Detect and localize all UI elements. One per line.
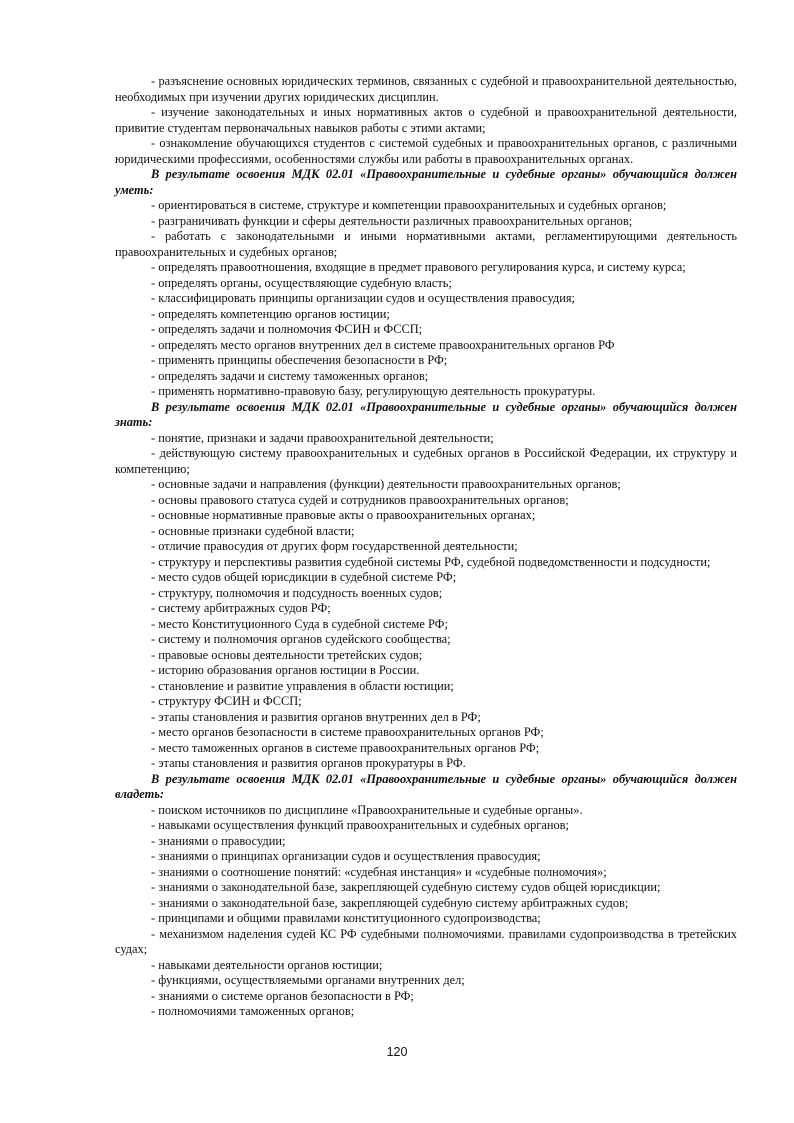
list-item: - работать с законодательными и иными нормативными актами, регламентирующими деятельность правоохранительных и судебных органов;	[115, 229, 737, 259]
list-item: - знаниями о принципах организации судов и осуществления правосудия;	[151, 849, 541, 863]
list-item: - структуру, полномочия и подсудность военных судов;	[151, 585, 443, 600]
intro-paragraph: - ознакомление обучающихся студентов с системой судебных и правоохранительных органов, с различными юридическими профессиями, особенностями службы или работы в правоохранительных органах.	[115, 136, 737, 166]
list-item: - ориентироваться в системе, структуре и компетенции правоохранительных и судебных органов;	[151, 198, 667, 212]
list-item: - систему арбитражных судов РФ;	[151, 601, 331, 615]
list-item: - место судов общей юрисдикции в судебной системе РФ;	[151, 570, 457, 584]
list-item: - полномочиями таможенных органов;	[151, 1004, 355, 1018]
list-item: - определять задачи и полномочия ФСИН и ФССП;	[151, 322, 423, 336]
list-item: - отличие правосудия от других форм государственной деятельности;	[151, 539, 518, 553]
list-item: - определять правоотношения, входящие в предмет правового регулирования курса, и систему курса;	[151, 260, 686, 274]
list-item: - поиском источников по дисциплине «Правоохранительные и судебные органы».	[151, 802, 583, 817]
list-item: - навыками деятельности органов юстиции;	[151, 957, 383, 972]
list-item: - классифицировать принципы организации судов и осуществления правосудия;	[151, 291, 575, 305]
section-heading-vladet: В результате освоения МДК 02.01 «Правоохранительные и судебные органы» обучающийся должен владеть:	[115, 771, 737, 801]
list-item: - навыками осуществления функций правоохранительных и судебных органов;	[151, 818, 569, 832]
list-item: - механизмом наделения судей КС РФ судебными полномочиями. правилами судопроизводства в третейских судах;	[115, 926, 737, 956]
page-number: 120	[386, 1045, 408, 1059]
page-content	[115, 74, 737, 1020]
list-item: - структуру и перспективы развития судебной системы РФ, судебной подведомственности и подсудности;	[151, 554, 711, 569]
list-item: - место таможенных органов в системе правоохранительных органов РФ;	[151, 740, 540, 755]
list-item: - функциями, осуществляемыми органами внутренних дел;	[151, 973, 465, 987]
list-item: - правовые основы деятельности третейских судов;	[151, 647, 423, 662]
list-item: - историю образования органов юстиции в России.	[151, 663, 420, 677]
list-item: - принципами и общими правилами конституционного судопроизводства;	[151, 911, 541, 925]
section-heading-znat: В результате освоения МДК 02.01 «Правоохранительные и судебные органы» обучающийся должен знать:	[115, 399, 737, 429]
list-item: - знаниями о системе органов безопасности в РФ;	[151, 988, 414, 1003]
list-item: - структуру ФСИН и ФССП;	[151, 694, 302, 708]
list-item: - основные нормативные правовые акты о правоохранительных органах;	[151, 508, 536, 522]
list-item: - определять задачи и систему таможенных органов;	[151, 368, 429, 383]
intro-paragraph: - изучение законодательных и иных нормативных актов о судебной и правоохранительной деятельности, привитие студентам первоначальных навыков работы с этими актами;	[115, 105, 737, 135]
list-item: - определять место органов внутренних дел в системе правоохранительных органов РФ	[151, 337, 615, 352]
list-item: - знаниями о законодательной базе, закрепляющей судебную систему арбитражных судов;	[151, 895, 629, 910]
list-item: - определять компетенцию органов юстиции;	[151, 306, 390, 321]
list-item: - определять органы, осуществляющие судебную власть;	[151, 275, 452, 290]
list-item: - разграничивать функции и сферы деятельности различных правоохранительных органов;	[151, 213, 633, 228]
list-item: - этапы становления и развития органов внутренних дел в РФ;	[151, 709, 481, 724]
list-item: - знаниями о законодательной базе, закрепляющей судебную систему судов общей юрисдикции;	[151, 880, 661, 894]
list-item: - место Конституционного Суда в судебной системе РФ;	[151, 616, 448, 631]
list-item: - систему и полномочия органов судейского сообщества;	[151, 632, 451, 646]
list-item: - этапы становления и развития органов прокуратуры в РФ.	[151, 756, 466, 770]
list-item: - становление и развитие управления в области юстиции;	[151, 678, 454, 693]
intro-paragraph: - разъяснение основных юридических терминов, связанных с судебной и правоохранительной деятельностью, необходимых при изучении других юридических дисциплин.	[115, 74, 737, 104]
list-item: - знаниями о соотношение понятий: «судебная инстанция» и «судебные полномочия»;	[151, 864, 607, 879]
list-item: - основные задачи и направления (функции) деятельности правоохранительных органов;	[151, 477, 621, 491]
list-item: - место органов безопасности в системе правоохранительных органов РФ;	[151, 725, 544, 739]
list-item: - знаниями о правосудии;	[151, 833, 286, 848]
section-heading-umet: В результате освоения МДК 02.01 «Правоохранительные и судебные органы» обучающийся должен уметь:	[115, 167, 737, 197]
list-item: - понятие, признаки и задачи правоохранительной деятельности;	[151, 430, 494, 445]
list-item: - применять нормативно-правовую базу, регулирующую деятельность прокуратуры.	[151, 384, 596, 398]
list-item: - основы правового статуса судей и сотрудников правоохранительных органов;	[151, 492, 569, 507]
list-item: - применять принципы обеспечения безопасности в РФ;	[151, 353, 448, 367]
list-item: - действующую систему правоохранительных и судебных органов в Российской Федерации, их структуру и компетенцию;	[115, 446, 737, 476]
list-item: - основные признаки судебной власти;	[151, 523, 355, 538]
